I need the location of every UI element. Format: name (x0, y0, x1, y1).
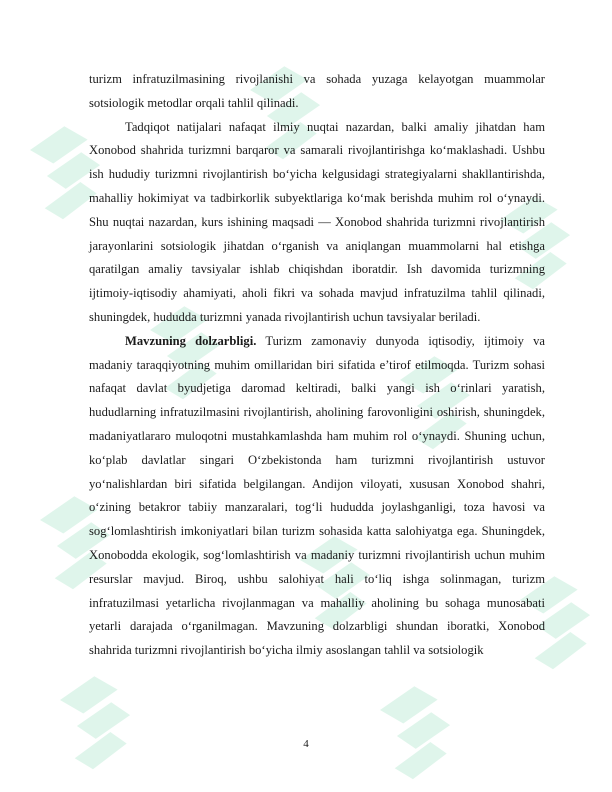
paragraph-3-text: Turizm zamonaviy dunyoda iqtisodiy, ijtimoiy va madaniy taraqqiyotning muhim omillaridan biri sifatida e’tirof etilmoqda. Turizm sohasi nafaqat davlat byudjetiga daromad keltiradi, balki yangi ish o‘rinlari yaratish, hududlarning infratuzilmasini rivojlantirish, aholining farovonligini oshirish, shuningdek, madaniyatlararo muloqotni mustahkamlashda ham muhim rol o‘ynaydi. Shuning uchun, ko‘plab davlatlar singari O‘zbekistonda ham turizmni rivojlantirish ustuvor yo‘nalishlardan biri sifatida belgilangan. Andijon viloyati, xususan Xonobod shahri, o‘zining betakror tabiiy manzaralari, tog‘li hududda joylashganligi, toza havosi va sog‘lomlashtirish imkoniyatlari bilan turizm sohasida katta salohiyatga ega. Shuningdek, Xonobodda ekologik, sog‘lomlashtirish va madaniy turizmni rivojlantirish uchun muhim resurslar mavjud. Biroq, ushbu salohiyat hali to‘liq ishga solinmagan, turizm infratuzilmasi yetarlicha rivojlanmagan va mahalliy aholining bu sohaga munosabati yetarli darajada o‘rganilmagan. Mavzuning dolzarbligi shundan iboratki, Xonobod shahrida turizmni rivojlantirish bo‘yicha ilmiy asoslangan tahlil va sotsiologik (89, 333, 545, 658)
paragraph-1-text: turizm infratuzilmasining rivojlanishi va sohada yuzaga kelayotgan muammolar sotsiologik metodlar orqali tahlil qilinadi. (89, 72, 545, 110)
paragraph-3-bold-lead: Mavzuning dolzarbligi. (125, 333, 257, 348)
paragraph-2 (89, 116, 545, 330)
paragraph-1 (89, 68, 545, 116)
page-number: 4 (303, 738, 309, 750)
paragraph-3 (89, 330, 545, 663)
document-body (89, 68, 545, 663)
paragraph-2-text: Tadqiqot natijalari nafaqat ilmiy nuqtai nazardan, balki amaliy jihatdan ham Xonobod shahrida turizmni barqaror va samarali rivojlantirishga ko‘maklashadi. Ushbu ish hududiy turizmni rivojlantirish bo‘yicha kelgusidagi strategiyalarni shakllantirishda, mahalliy hokimiyat va tadbirkorlik subyektlariga ko‘mak berishda muhim rol o‘ynaydi. Shu nuqtai nazardan, kurs ishining maqsadi — Xonobod shahrida turizmni rivojlantirish jarayonlarini sotsiologik jihatdan o‘rganish va aniqlangan muammolarni hal etishga qaratilgan amaliy tavsiyalar ishlab chiqishdan iboratdir. Ish davomida turizmning ijtimoiy-iqtisodiy ahamiyati, aholi fikri va sohada mavjud infratuzilma tahlil qilinadi, shuningdek, hududda turizmni yanada rivojlantirish uchun tavsiyalar beriladi. (89, 119, 545, 324)
